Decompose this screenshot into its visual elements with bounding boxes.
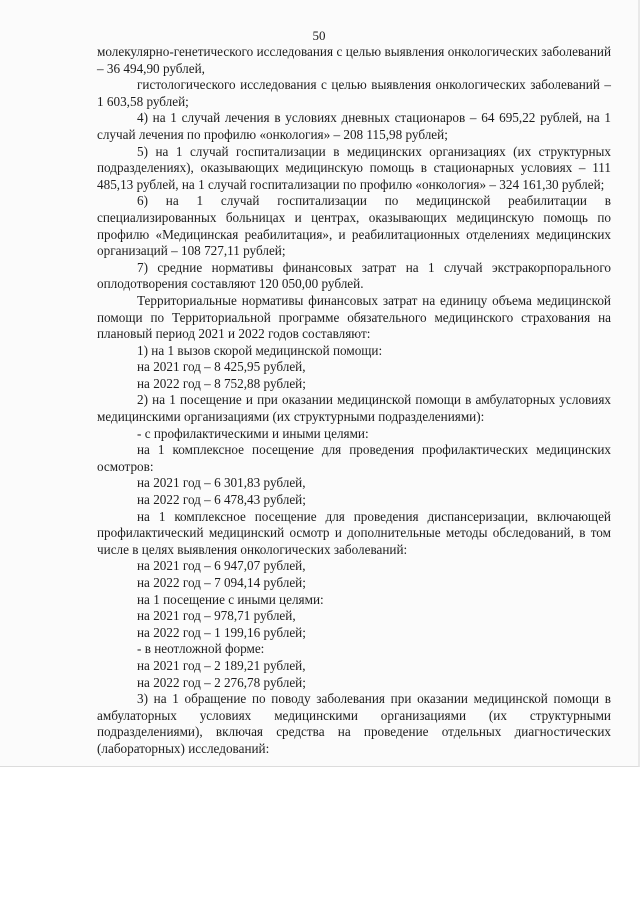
paragraph: Территориальные нормативы финансовых затрат на единицу объема медицинской помощи по Территориальной программе обязательного медицинского страхования на плановый период 2021 и 2022 годов составляют: — [97, 292, 611, 342]
paragraph: 1) на 1 вызов скорой медицинской помощи: — [137, 342, 383, 358]
paragraph: на 2022 год – 7 094,14 рублей; — [137, 575, 306, 590]
paragraph: - в неотложной форме: — [137, 641, 265, 657]
paragraph: на 2022 год – 6 478,43 рублей; — [137, 492, 306, 508]
paragraph: 6) на 1 случай госпитализации по медицинской реабилитации в специализированных больницах и центрах, оказывающих медицинскую помощь по профилю «Медицинская реабилитация», и реабилитационных отделениях медицинских организаций – 108 727,11 рублей; — [97, 193, 611, 259]
paragraph: 5) на 1 случай госпитализации в медицинских организациях (их структурных подразделениях), оказывающих медицинскую помощь в стационарных условиях – 111 485,13 рублей, на 1 случай госпитализации по профилю «онкология» – 324 161,30 рублей; — [97, 143, 611, 192]
paragraph: на 2022 год – 1 199,16 рублей; — [137, 624, 306, 640]
paragraph: на 1 посещение с иными целями: — [137, 591, 324, 607]
paragraph: 4) на 1 случай лечения в условиях дневных стационаров – 64 695,22 рублей, на 1 случай лечения по профилю «онкология» – 208 115,98 рублей; — [97, 110, 611, 142]
paragraph: на 2021 год – 6 301,83 рублей, — [137, 475, 306, 491]
page-number: 50 — [312, 28, 326, 43]
paragraph: 3) на 1 обращение по поводу заболевания при оказании медицинской помощи в амбулаторных условиях медицинскими организациями (их структурными подразделениями), включая средства на проведение отдельных диагностических (лабораторных) исследований: — [97, 691, 611, 756]
paragraph: на 2022 год – 8 752,88 рублей; — [137, 375, 306, 391]
paragraph: на 1 комплексное посещение для проведения профилактических медицинских осмотров: — [97, 442, 611, 474]
paragraph: - с профилактическими и иными целями: — [137, 425, 369, 441]
document-body — [97, 44, 611, 758]
paragraph: на 2021 год – 8 425,95 рублей, — [137, 359, 306, 375]
paragraph: на 2021 год – 6 947,07 рублей, — [137, 558, 306, 574]
paragraph: 2) на 1 посещение и при оказании медицинской помощи в амбулаторных условиях медицинскими организациями (их структурными подразделениями): — [97, 392, 611, 425]
paragraph: на 2021 год – 978,71 рублей, — [137, 608, 296, 624]
paragraph: на 2021 год – 2 189,21 рублей, — [137, 657, 306, 673]
paragraph: гистологического исследования с целью выявления онкологических заболеваний – 1 603,58 рублей; — [97, 77, 611, 109]
paragraph: молекулярно-генетического исследования с целью выявления онкологических заболеваний – 36 494,90 рублей, — [97, 44, 611, 76]
paragraph: на 2022 год – 2 276,78 рублей; — [137, 674, 306, 690]
paragraph: на 1 комплексное посещение для проведения диспансеризации, включающей профилактический медицинский осмотр и дополнительные методы обследований, в том числе в целях выявления онкологических заболеваний: — [97, 508, 611, 557]
paragraph: 7) средние нормативы финансовых затрат на 1 случай экстракорпорального оплодотворения составляют 120 050,00 рублей. — [97, 259, 611, 292]
